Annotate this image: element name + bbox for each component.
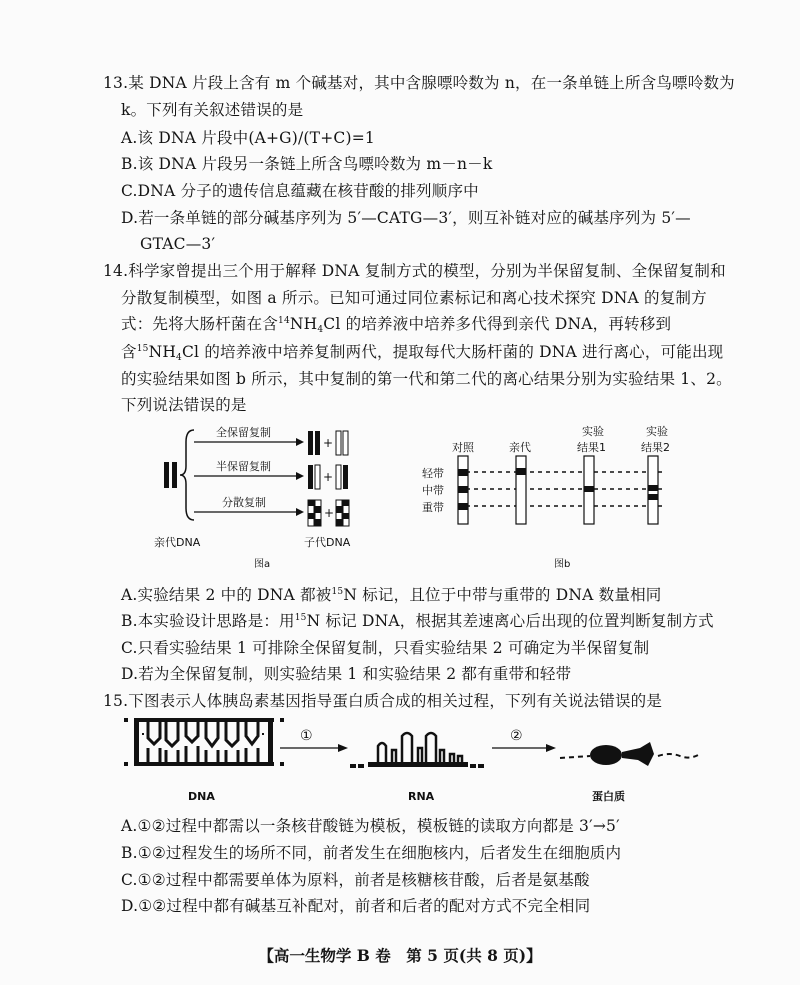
label-full-replication: 全保留复制 xyxy=(216,426,271,439)
q14-option-b: B.本实验设计思路是：用$^{15}$N 标记 DNA，根据其差速离心后出现的位置判断复制方式 xyxy=(121,612,714,630)
label-rna: RNA xyxy=(408,790,435,803)
figure-gene-expression xyxy=(120,712,710,807)
protein-diagram xyxy=(560,742,700,766)
col-parent: 亲代 xyxy=(509,441,531,454)
figure-b-centrifuge-results xyxy=(418,418,688,578)
semi-children xyxy=(308,465,348,489)
full-children xyxy=(308,431,348,455)
label-child-dna: 子代DNA xyxy=(304,536,351,549)
q13-option-d-line2: GTAC—3′ xyxy=(140,235,216,253)
arrow-transcription xyxy=(338,744,348,752)
label-semi-replication: 半保留复制 xyxy=(216,460,271,473)
q15-stem: 15.下图表示人体胰岛素基因指导蛋白质合成的相关过程，下列有关说法错误的是 xyxy=(103,692,663,710)
q15-option-a: A.①②过程中都需以一条核苷酸链为模板，模板链的读取方向都是 3′→5′ xyxy=(121,817,620,835)
label-dna: DNA xyxy=(188,790,215,803)
svg-text:+: + xyxy=(324,506,335,520)
rna-diagram xyxy=(350,733,484,768)
figure-b-caption: 图b xyxy=(554,559,571,570)
q14-option-c: C.只看实验结果 1 可排除全保留复制，只看实验结果 2 可确定为半保留复制 xyxy=(121,639,650,657)
parent-dna-strand-left xyxy=(164,462,169,488)
q13-stem-line1: 13.某 DNA 片段上含有 m 个碱基对，其中含腺嘌呤数为 n，在一条单链上所含鸟嘌呤数为 xyxy=(103,74,735,92)
step-1-label: ① xyxy=(300,728,313,744)
dispersed-children xyxy=(308,500,349,526)
q14-option-d: D.若为全保留复制，则实验结果 1 和实验结果 2 都有重带和轻带 xyxy=(121,665,572,683)
label-middle-band: 中带 xyxy=(422,484,444,497)
col-result2-b: 结果2 xyxy=(641,441,670,454)
svg-text:+: + xyxy=(323,470,334,484)
q14-option-a: A.实验结果 2 中的 DNA 都被$^{15}$N 标记，且位于中带与重带的 DNA 数量相同 xyxy=(121,586,662,604)
q14-stem-line4: 含$^{15}NH_4Cl$ 的培养液中培养复制两代，提取每代大肠杆菌的 DNA 进行离心，可能出现 xyxy=(121,343,724,363)
q14-stem-line6: 下列说法错误的是 xyxy=(121,396,247,414)
label-heavy-band: 重带 xyxy=(422,501,444,514)
arrow-translation xyxy=(546,744,556,752)
q13-option-c: C.DNA 分子的遗传信息蕴藏在核苷酸的排列顺序中 xyxy=(121,182,479,200)
tube-parent xyxy=(516,456,526,524)
q15-option-b: B.①②过程发生的场所不同，前者发生在细胞核内，后者发生在细胞质内 xyxy=(121,844,622,862)
q14-stem-line2: 分散复制模型，如图 a 所示。已知可通过同位素标记和离心技术探究 DNA 的复制方 xyxy=(121,289,707,307)
q13-option-b: B.该 DNA 片段另一条链上所含鸟嘌呤数为 m－n－k xyxy=(121,155,493,173)
q14-stem-line3: 式：先将大肠杆菌在含$^{14}NH_4Cl$ 的培养液中培养多代得到亲代 DNA，再转移到 xyxy=(121,315,672,335)
col-result2-a: 实验 xyxy=(646,425,668,438)
step-2-label: ② xyxy=(510,728,523,744)
col-result1-a: 实验 xyxy=(582,425,604,438)
q14-stem-line5: 的实验结果如图 b 所示，其中复制的第一代和第二代的离心结果分别为实验结果 1、2。 xyxy=(121,370,732,388)
label-protein: 蛋白质 xyxy=(592,790,625,803)
figure-a-replication-models xyxy=(150,418,380,578)
q13-stem-line2: k。下列有关叙述错误的是 xyxy=(121,101,304,119)
q13-option-d-line1: D.若一条单链的部分碱基序列为 5′—CATG—3′，则互补链对应的碱基序列为 5′— xyxy=(121,209,691,227)
arrow-semi xyxy=(296,472,304,480)
q14-stem-line1: 14.科学家曾提出三个用于解释 DNA 复制方式的模型，分别为半保留复制、全保留复制和 xyxy=(103,262,726,280)
label-parent-dna: 亲代DNA xyxy=(154,536,201,549)
q13-option-a: A.该 DNA 片段中(A+G)/(T+C)=1 xyxy=(121,129,375,147)
dna-diagram xyxy=(124,718,284,766)
col-control: 对照 xyxy=(452,441,474,454)
arrow-full xyxy=(296,438,304,446)
svg-text:+: + xyxy=(323,436,334,450)
arrow-dispersed xyxy=(296,508,304,516)
page-footer: 【高一生物学 B 卷 第 5 页(共 8 页)】 xyxy=(258,946,542,965)
q15-option-d: D.①②过程中都有碱基互补配对，前者和后者的配对方式不完全相同 xyxy=(121,897,591,915)
col-result1-b: 结果1 xyxy=(577,441,606,454)
q15-option-c: C.①②过程中都需要单体为原料，前者是核糖核苷酸，后者是氨基酸 xyxy=(121,871,590,889)
parent-dna-strand-right xyxy=(172,462,177,488)
figure-a-caption: 图a xyxy=(254,559,271,570)
label-dispersed-replication: 分散复制 xyxy=(222,496,266,509)
label-light-band: 轻带 xyxy=(422,467,444,480)
brace xyxy=(180,430,194,520)
